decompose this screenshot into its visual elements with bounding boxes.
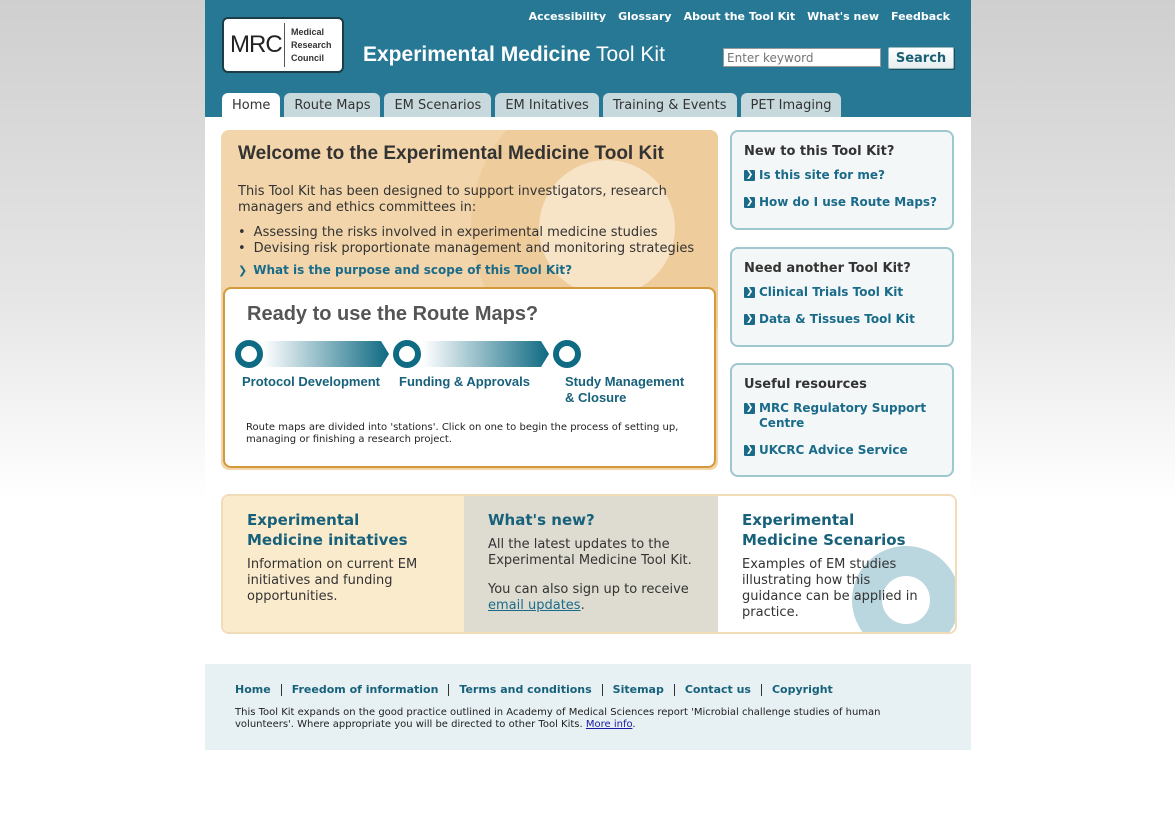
search-input[interactable] xyxy=(723,48,881,67)
purpose-scope-link-label: What is the purpose and scope of this Tool Kit? xyxy=(253,263,573,277)
email-updates-link[interactable]: email updates xyxy=(488,598,581,613)
logo-mark: MRC xyxy=(230,31,282,58)
chevron-right-icon: ❯ xyxy=(238,264,248,277)
whats-new-link[interactable]: What's new xyxy=(807,10,879,23)
footer-terms-link[interactable]: Terms and conditions xyxy=(448,684,601,696)
mrc-logo[interactable] xyxy=(222,17,344,73)
welcome-bullet: • Devising risk proportionate management and monitoring strategies xyxy=(238,241,694,257)
footer-contact-link[interactable]: Contact us xyxy=(674,684,761,696)
feature-signup-text xyxy=(488,582,694,614)
station-study-management[interactable]: Study Management xyxy=(565,374,685,389)
how-use-route-maps-link[interactable] xyxy=(744,195,940,210)
new-to-toolkit-title: New to this Tool Kit? xyxy=(744,144,895,159)
feature-initiatives-text: Information on current EM initiatives and funding opportunities. xyxy=(247,557,418,604)
new-to-toolkit-box xyxy=(730,130,954,230)
welcome-heading: Welcome to the Experimental Medicine Tool Kit xyxy=(238,143,664,164)
feature-scenarios-title[interactable]: Experimental Medicine Scenarios xyxy=(742,511,906,549)
more-info-link[interactable]: More info xyxy=(585,719,633,730)
station-study-closure[interactable]: & Closure xyxy=(565,390,627,405)
route-arrow-2 xyxy=(423,341,549,367)
data-tissues-link[interactable] xyxy=(744,312,940,327)
signup-post: . xyxy=(580,598,585,613)
feature-scenarios[interactable] xyxy=(718,496,955,632)
footer-copyright-link[interactable]: Copyright xyxy=(761,684,843,696)
footer-note-end: . xyxy=(632,719,636,730)
feature-row xyxy=(221,494,957,634)
utility-nav xyxy=(529,10,950,23)
data-tissues-label: Data & Tissues Tool Kit xyxy=(759,312,915,326)
footer-home-link[interactable]: Home xyxy=(235,683,271,696)
mrc-regulatory-link[interactable] xyxy=(744,401,940,431)
feature-whats-new-title[interactable]: What's new? xyxy=(488,511,595,529)
welcome-bullet: • Assessing the risks involved in experimental medicine studies xyxy=(238,225,694,241)
footer-links xyxy=(235,684,843,696)
station-protocol-development[interactable]: Protocol Development xyxy=(242,374,380,389)
feature-initiatives-title[interactable]: Experimental Medicine initatives xyxy=(247,511,408,549)
footer xyxy=(205,664,971,750)
arrow-right-icon: ❯ xyxy=(745,403,754,413)
clinical-trials-link[interactable] xyxy=(744,285,940,300)
clinical-trials-label: Clinical Trials Tool Kit xyxy=(759,285,904,299)
is-site-for-me-label: Is this site for me? xyxy=(759,168,885,182)
how-use-route-maps-label: How do I use Route Maps? xyxy=(759,195,938,209)
route-arrow-1 xyxy=(263,341,389,367)
welcome-panel xyxy=(221,130,718,470)
route-map-diagram xyxy=(225,335,714,375)
signup-pre: You can also sign up to receive xyxy=(488,582,689,597)
footer-note-text: This Tool Kit expands on the good practice outlined in Academy of Medical Sciences report 'Microbial challenge studies of human volunteers'. Where appropriate you will be directed to other Tool Kits. xyxy=(235,707,881,730)
footer-sitemap-link[interactable]: Sitemap xyxy=(602,684,674,696)
glossary-link[interactable]: Glossary xyxy=(618,10,672,23)
tab-training-events[interactable]: Training & Events xyxy=(603,93,737,117)
logo-text xyxy=(285,26,332,65)
footer-note xyxy=(235,707,935,731)
logo-line-3: Council xyxy=(291,52,324,63)
arrow-right-icon: ❯ xyxy=(745,445,754,455)
site-title xyxy=(363,43,665,67)
logo-line-1: Medical xyxy=(291,26,325,37)
another-toolkit-box xyxy=(730,247,954,347)
main-tabs xyxy=(222,93,841,117)
feature-whats-new[interactable] xyxy=(464,496,718,632)
feature-scenarios-text: Examples of EM studies illustrating how this guidance can be applied in practice. xyxy=(742,557,918,620)
tab-em-scenarios[interactable]: EM Scenarios xyxy=(384,93,491,117)
useful-resources-box xyxy=(730,363,954,477)
ukcrc-advice-link[interactable] xyxy=(744,443,940,458)
footer-foi-link[interactable]: Freedom of information xyxy=(281,684,449,696)
search-button[interactable]: Search xyxy=(888,47,954,69)
arrow-right-icon: ❯ xyxy=(745,170,754,180)
welcome-bullets xyxy=(238,225,694,257)
site-title-rest: Tool Kit xyxy=(590,43,665,66)
accessibility-link[interactable]: Accessibility xyxy=(528,10,607,23)
mrc-regulatory-label: MRC Regulatory Support Centre xyxy=(759,401,927,430)
useful-resources-title: Useful resources xyxy=(744,377,867,392)
route-maps-note: Route maps are divided into 'stations'. Click on one to begin the process of setting up, managing or finishing a research project. xyxy=(246,422,679,445)
arrow-right-icon: ❯ xyxy=(745,314,754,324)
feedback-link[interactable]: Feedback xyxy=(891,10,950,23)
logo-line-2: Research xyxy=(291,39,332,50)
arrow-right-icon: ❯ xyxy=(745,287,754,297)
station-protocol-icon[interactable] xyxy=(238,343,260,365)
another-toolkit-title: Need another Tool Kit? xyxy=(744,261,911,276)
page xyxy=(205,0,971,750)
header xyxy=(205,0,971,117)
feature-initiatives[interactable] xyxy=(223,496,464,632)
station-funding-approvals[interactable]: Funding & Approvals xyxy=(399,374,530,389)
purpose-scope-link[interactable] xyxy=(238,263,572,277)
feature-whats-new-text: All the latest updates to the Experimental Medicine Tool Kit. xyxy=(488,537,692,568)
arrow-right-icon: ❯ xyxy=(745,197,754,207)
welcome-intro: This Tool Kit has been designed to support investigators, research managers and ethics committees in: xyxy=(238,184,667,215)
ukcrc-advice-label: UKCRC Advice Service xyxy=(759,443,908,457)
site-title-bold: Experimental Medicine xyxy=(363,43,591,66)
is-site-for-me-link[interactable] xyxy=(744,168,940,183)
tab-em-initatives[interactable]: EM Initatives xyxy=(495,93,598,117)
station-funding-icon[interactable] xyxy=(396,343,418,365)
tab-home[interactable]: Home xyxy=(222,93,280,117)
route-maps-heading: Ready to use the Route Maps? xyxy=(247,303,539,325)
tab-route-maps[interactable]: Route Maps xyxy=(284,93,380,117)
tab-pet-imaging[interactable]: PET Imaging xyxy=(741,93,842,117)
station-study-icon[interactable] xyxy=(556,343,578,365)
route-maps-box xyxy=(223,287,716,468)
about-link[interactable]: About the Tool Kit xyxy=(683,10,796,23)
